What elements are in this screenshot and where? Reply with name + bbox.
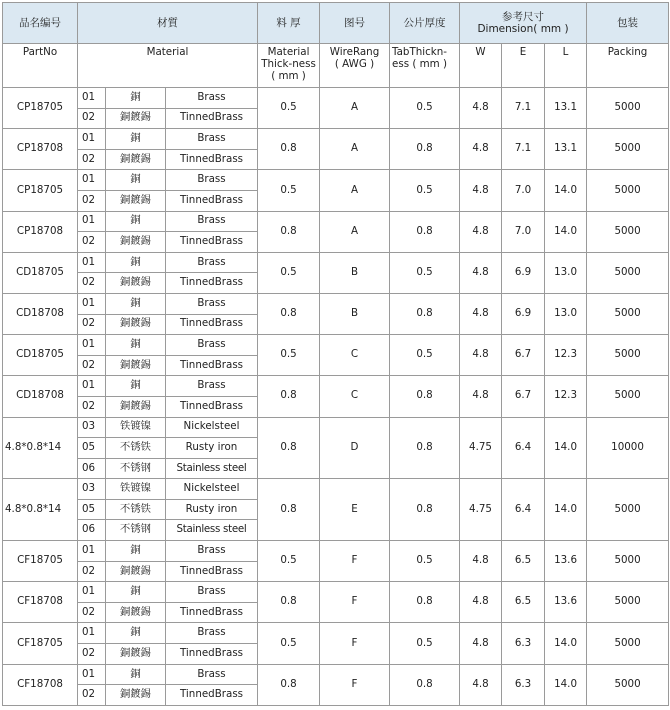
packing-cell: 5000 (587, 129, 669, 170)
material-cn-cell: 不锈铁 (106, 499, 166, 520)
material-code-cell: 01 (78, 582, 106, 603)
material-cn-cell: 不锈钢 (106, 520, 166, 541)
dim-w-cell: 4.8 (460, 623, 502, 664)
tab-thickness-cell: 0.8 (390, 582, 460, 623)
material-code-cell: 01 (78, 664, 106, 685)
dim-e-cell: 6.7 (502, 376, 545, 417)
spec-table (2, 2, 669, 706)
packing-cell: 5000 (587, 293, 669, 334)
material-cn-cell: 不锈钢 (106, 458, 166, 479)
dim-l-cell: 14.0 (545, 623, 587, 664)
material-code-cell: 01 (78, 293, 106, 314)
dim-l-cell: 13.1 (545, 88, 587, 129)
dim-e-cell: 7.0 (502, 170, 545, 211)
dim-l-cell: 12.3 (545, 376, 587, 417)
material-code-cell: 06 (78, 520, 106, 541)
dim-l-cell: 14.0 (545, 479, 587, 541)
material-en-cell: Brass (166, 335, 258, 356)
material-en-cell: TinnedBrass (166, 149, 258, 170)
material-cn-cell: 銅 (106, 376, 166, 397)
material-en-cell: Stainless steel (166, 520, 258, 541)
material-cn-cell: 銅 (106, 293, 166, 314)
part-no-cell: CF18705 (3, 541, 78, 582)
material-cn-cell: 銅 (106, 170, 166, 191)
dim-l-cell: 13.0 (545, 293, 587, 334)
packing-cell: 5000 (587, 664, 669, 705)
header-row-cn (3, 3, 669, 44)
tab-thickness-cell: 0.8 (390, 376, 460, 417)
material-code-cell: 02 (78, 396, 106, 417)
wire-range-cell: A (320, 88, 390, 129)
header-e: E (502, 44, 545, 88)
dim-l-cell: 14.0 (545, 211, 587, 252)
table-row (3, 376, 669, 397)
material-code-cell: 02 (78, 273, 106, 294)
dim-w-cell: 4.8 (460, 211, 502, 252)
dim-w-cell: 4.75 (460, 479, 502, 541)
dim-w-cell: 4.8 (460, 335, 502, 376)
part-no-cell: CD18708 (3, 376, 78, 417)
material-cn-cell: 銅 (106, 582, 166, 603)
material-en-cell: Rusty iron (166, 499, 258, 520)
table-row (3, 252, 669, 273)
material-cn-cell: 銅 (106, 129, 166, 150)
dim-l-cell: 14.0 (545, 417, 587, 479)
material-cn-cell: 銅 (106, 541, 166, 562)
dim-e-cell: 6.3 (502, 664, 545, 705)
material-cn-cell: 銅鍍錫 (106, 644, 166, 665)
material-code-cell: 02 (78, 602, 106, 623)
thickness-cell: 0.5 (258, 623, 320, 664)
tab-thickness-cell: 0.8 (390, 211, 460, 252)
thickness-cell: 0.8 (258, 376, 320, 417)
wire-range-cell: A (320, 129, 390, 170)
wire-range-cell: A (320, 211, 390, 252)
material-cn-cell: 銅鍍錫 (106, 396, 166, 417)
thickness-cell: 0.8 (258, 664, 320, 705)
dim-l-cell: 13.6 (545, 582, 587, 623)
part-no-cell: CP18708 (3, 129, 78, 170)
material-en-cell: TinnedBrass (166, 644, 258, 665)
header-wire-en (320, 44, 390, 88)
packing-cell: 5000 (587, 252, 669, 293)
tab-thickness-cell: 0.5 (390, 88, 460, 129)
material-en-cell: Brass (166, 211, 258, 232)
material-en-cell: Brass (166, 582, 258, 603)
header-wire-cn: 图号 (320, 3, 390, 44)
dim-e-cell: 6.4 (502, 417, 545, 479)
dim-l-cell: 12.3 (545, 335, 587, 376)
tab-thickness-cell: 0.8 (390, 417, 460, 479)
part-no-cell: CF18708 (3, 664, 78, 705)
material-cn-cell: 銅 (106, 335, 166, 356)
dim-l-cell: 14.0 (545, 170, 587, 211)
header-packing-cn: 包装 (587, 3, 669, 44)
part-no-cell: CD18705 (3, 335, 78, 376)
material-cn-cell: 銅鍍錫 (106, 314, 166, 335)
header-packing-en: Packing (587, 44, 669, 88)
table-row (3, 211, 669, 232)
material-code-cell: 01 (78, 129, 106, 150)
material-cn-cell: 銅 (106, 88, 166, 109)
part-no-cell: 4.8*0.8*14 (3, 417, 78, 479)
material-en-cell: Brass (166, 129, 258, 150)
dim-w-cell: 4.8 (460, 88, 502, 129)
material-code-cell: 02 (78, 644, 106, 665)
material-cn-cell: 銅鍍錫 (106, 685, 166, 706)
material-en-cell: TinnedBrass (166, 273, 258, 294)
header-tab-l2: ess ( mm ) (392, 57, 447, 70)
tab-thickness-cell: 0.8 (390, 293, 460, 334)
material-en-cell: Stainless steel (166, 458, 258, 479)
table-row (3, 335, 669, 356)
tab-thickness-cell: 0.5 (390, 623, 460, 664)
dim-w-cell: 4.8 (460, 129, 502, 170)
wire-range-cell: F (320, 623, 390, 664)
thickness-cell: 0.8 (258, 582, 320, 623)
dim-w-cell: 4.8 (460, 252, 502, 293)
material-en-cell: Brass (166, 664, 258, 685)
material-en-cell: TinnedBrass (166, 232, 258, 253)
part-no-cell: CD18705 (3, 252, 78, 293)
dim-w-cell: 4.75 (460, 417, 502, 479)
material-code-cell: 01 (78, 211, 106, 232)
part-no-cell: CD18708 (3, 293, 78, 334)
wire-range-cell: F (320, 541, 390, 582)
header-wire-l1: WireRang (329, 46, 380, 58)
material-code-cell: 02 (78, 685, 106, 706)
material-code-cell: 01 (78, 88, 106, 109)
thickness-cell: 0.5 (258, 335, 320, 376)
wire-range-cell: C (320, 335, 390, 376)
dim-l-cell: 13.1 (545, 129, 587, 170)
packing-cell: 5000 (587, 335, 669, 376)
material-code-cell: 03 (78, 417, 106, 438)
material-en-cell: Nickelsteel (166, 417, 258, 438)
material-cn-cell: 銅鍍錫 (106, 602, 166, 623)
wire-range-cell: F (320, 582, 390, 623)
material-en-cell: TinnedBrass (166, 190, 258, 211)
material-en-cell: TinnedBrass (166, 314, 258, 335)
table-row (3, 664, 669, 685)
material-code-cell: 06 (78, 458, 106, 479)
dim-w-cell: 4.8 (460, 582, 502, 623)
header-tab-en (390, 44, 460, 88)
material-code-cell: 02 (78, 355, 106, 376)
header-thickness-l1: Material (267, 46, 310, 58)
tab-thickness-cell: 0.8 (390, 479, 460, 541)
material-en-cell: Nickelsteel (166, 479, 258, 500)
material-cn-cell: 銅鍍錫 (106, 273, 166, 294)
material-cn-cell: 銅鍍錫 (106, 149, 166, 170)
packing-cell: 5000 (587, 170, 669, 211)
header-tab-l1: TabThickn- (392, 46, 447, 58)
header-thickness-cn: 料 厚 (258, 3, 320, 44)
dim-e-cell: 7.0 (502, 211, 545, 252)
dim-w-cell: 4.8 (460, 376, 502, 417)
material-en-cell: TinnedBrass (166, 602, 258, 623)
material-code-cell: 02 (78, 561, 106, 582)
material-en-cell: TinnedBrass (166, 396, 258, 417)
tab-thickness-cell: 0.8 (390, 664, 460, 705)
material-code-cell: 01 (78, 252, 106, 273)
material-en-cell: Brass (166, 252, 258, 273)
material-cn-cell: 铁镀镍 (106, 479, 166, 500)
thickness-cell: 0.8 (258, 417, 320, 479)
material-code-cell: 02 (78, 149, 106, 170)
wire-range-cell: D (320, 417, 390, 479)
table-row (3, 417, 669, 438)
packing-cell: 5000 (587, 211, 669, 252)
dim-e-cell: 6.9 (502, 293, 545, 334)
thickness-cell: 0.5 (258, 252, 320, 293)
header-dimension-title: 参考尺寸 (502, 10, 545, 23)
wire-range-cell: B (320, 252, 390, 293)
dim-w-cell: 4.8 (460, 170, 502, 211)
table-row (3, 88, 669, 109)
material-code-cell: 05 (78, 499, 106, 520)
header-thickness-en (258, 44, 320, 88)
part-no-cell: CF18708 (3, 582, 78, 623)
packing-cell: 5000 (587, 582, 669, 623)
part-no-cell: 4.8*0.8*14 (3, 479, 78, 541)
dim-w-cell: 4.8 (460, 293, 502, 334)
material-cn-cell: 铁镀镍 (106, 417, 166, 438)
packing-cell: 10000 (587, 417, 669, 479)
material-code-cell: 05 (78, 438, 106, 459)
header-dimension-sub: Dimension( mm ) (477, 23, 569, 35)
wire-range-cell: E (320, 479, 390, 541)
thickness-cell: 0.5 (258, 88, 320, 129)
packing-cell: 5000 (587, 376, 669, 417)
material-code-cell: 02 (78, 190, 106, 211)
table-row (3, 170, 669, 191)
material-code-cell: 02 (78, 232, 106, 253)
header-material-cn: 材質 (78, 3, 258, 44)
dim-l-cell: 13.6 (545, 541, 587, 582)
header-w: W (460, 44, 502, 88)
material-code-cell: 01 (78, 623, 106, 644)
wire-range-cell: B (320, 293, 390, 334)
dim-e-cell: 7.1 (502, 88, 545, 129)
part-no-cell: CP18708 (3, 211, 78, 252)
header-dimension-cn (460, 3, 587, 44)
material-code-cell: 02 (78, 314, 106, 335)
tab-thickness-cell: 0.5 (390, 170, 460, 211)
dim-e-cell: 6.4 (502, 479, 545, 541)
table-row (3, 129, 669, 150)
material-en-cell: Brass (166, 88, 258, 109)
material-en-cell: Brass (166, 376, 258, 397)
wire-range-cell: A (320, 170, 390, 211)
material-code-cell: 02 (78, 108, 106, 129)
material-code-cell: 01 (78, 376, 106, 397)
table-row (3, 541, 669, 562)
dim-w-cell: 4.8 (460, 664, 502, 705)
material-en-cell: TinnedBrass (166, 108, 258, 129)
part-no-cell: CF18705 (3, 623, 78, 664)
material-en-cell: TinnedBrass (166, 561, 258, 582)
thickness-cell: 0.8 (258, 293, 320, 334)
header-material-en: Material (78, 44, 258, 88)
thickness-cell: 0.5 (258, 170, 320, 211)
material-en-cell: TinnedBrass (166, 355, 258, 376)
material-code-cell: 01 (78, 170, 106, 191)
material-en-cell: Brass (166, 541, 258, 562)
material-code-cell: 03 (78, 479, 106, 500)
material-en-cell: Brass (166, 293, 258, 314)
packing-cell: 5000 (587, 623, 669, 664)
thickness-cell: 0.8 (258, 479, 320, 541)
header-row-en (3, 44, 669, 88)
material-cn-cell: 不锈铁 (106, 438, 166, 459)
material-code-cell: 01 (78, 335, 106, 356)
material-cn-cell: 銅鍍錫 (106, 355, 166, 376)
table-row (3, 293, 669, 314)
dim-e-cell: 6.3 (502, 623, 545, 664)
dim-e-cell: 6.7 (502, 335, 545, 376)
table-row (3, 582, 669, 603)
dim-e-cell: 6.9 (502, 252, 545, 293)
material-cn-cell: 銅 (106, 623, 166, 644)
dim-e-cell: 6.5 (502, 582, 545, 623)
tab-thickness-cell: 0.5 (390, 335, 460, 376)
thickness-cell: 0.5 (258, 541, 320, 582)
thickness-cell: 0.8 (258, 129, 320, 170)
material-cn-cell: 銅 (106, 252, 166, 273)
table-row (3, 623, 669, 644)
material-cn-cell: 銅 (106, 664, 166, 685)
dim-w-cell: 4.8 (460, 541, 502, 582)
material-cn-cell: 銅鍍錫 (106, 108, 166, 129)
header-tab-cn: 公片厚度 (390, 3, 460, 44)
wire-range-cell: F (320, 664, 390, 705)
header-part-no-cn: 品名编号 (3, 3, 78, 44)
material-en-cell: Brass (166, 623, 258, 644)
part-no-cell: CP18705 (3, 88, 78, 129)
packing-cell: 5000 (587, 88, 669, 129)
packing-cell: 5000 (587, 541, 669, 582)
dim-e-cell: 7.1 (502, 129, 545, 170)
packing-cell: 5000 (587, 479, 669, 541)
header-wire-l2: ( AWG ) (334, 57, 375, 70)
material-cn-cell: 銅鍍錫 (106, 232, 166, 253)
tab-thickness-cell: 0.5 (390, 252, 460, 293)
table-row (3, 479, 669, 500)
thickness-cell: 0.8 (258, 211, 320, 252)
header-thickness-l2: Thick-ness (261, 57, 316, 70)
material-en-cell: Rusty iron (166, 438, 258, 459)
material-cn-cell: 銅鍍錫 (106, 561, 166, 582)
material-en-cell: Brass (166, 170, 258, 191)
material-cn-cell: 銅 (106, 211, 166, 232)
header-l: L (545, 44, 587, 88)
tab-thickness-cell: 0.8 (390, 129, 460, 170)
material-cn-cell: 銅鍍錫 (106, 190, 166, 211)
tab-thickness-cell: 0.5 (390, 541, 460, 582)
header-part-no-en: PartNo (3, 44, 78, 88)
material-en-cell: TinnedBrass (166, 685, 258, 706)
material-code-cell: 01 (78, 541, 106, 562)
header-thickness-l3: ( mm ) (271, 69, 306, 82)
wire-range-cell: C (320, 376, 390, 417)
dim-e-cell: 6.5 (502, 541, 545, 582)
dim-l-cell: 14.0 (545, 664, 587, 705)
dim-l-cell: 13.0 (545, 252, 587, 293)
part-no-cell: CP18705 (3, 170, 78, 211)
